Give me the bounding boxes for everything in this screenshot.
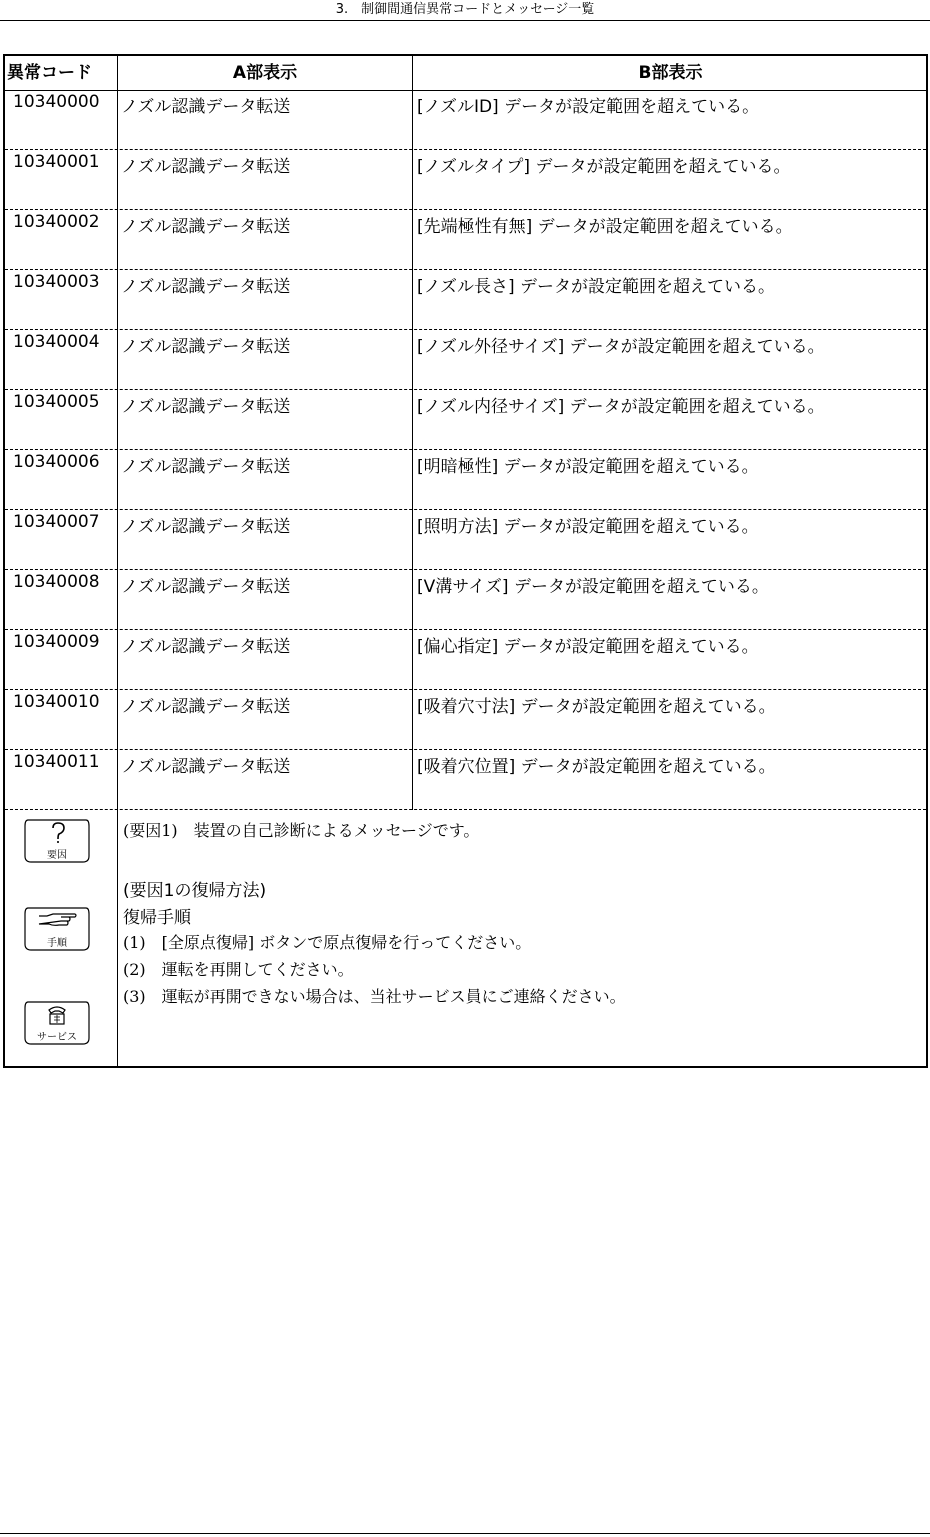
error-code: 10340007 [13,512,100,532]
service-icon [23,1000,91,1046]
error-code: 10340005 [13,392,100,412]
error-code: 10340006 [13,452,100,472]
procedure-icon-label: 手順 [47,938,67,949]
a-display: ノズル認識データ転送 [121,397,291,417]
b-display: [ノズルタイプ] データが設定範囲を超えている。 [417,157,791,177]
cause-section [5,810,926,1068]
table-row [5,270,926,330]
b-display: [ノズルID] データが設定範囲を超えている。 [417,97,760,117]
table-row [5,630,926,690]
footer-divider [0,1533,930,1534]
column-header-a: A部表示 [232,63,298,83]
table-row [5,390,926,450]
error-code: 10340000 [13,92,100,112]
b-display: [明暗極性] データが設定範囲を超えている。 [417,457,759,477]
service-icon-label: サービス [37,1032,77,1043]
column-header-code: 異常コード [7,63,92,83]
page-header [0,0,930,21]
a-display: ノズル認識データ転送 [121,157,291,177]
a-display: ノズル認識データ転送 [121,217,291,237]
cause-icon [23,818,91,864]
a-display: ノズル認識データ転送 [121,697,291,717]
b-display: [ノズル外径サイズ] データが設定範囲を超えている。 [417,337,825,357]
a-display: ノズル認識データ転送 [121,637,291,657]
b-display: [吸着穴位置] データが設定範囲を超えている。 [417,757,776,777]
b-display: [先端極性有無] データが設定範囲を超えている。 [417,217,793,237]
a-display: ノズル認識データ転送 [121,277,291,297]
error-code-table [3,54,928,1068]
table-row [5,150,926,210]
a-display: ノズル認識データ転送 [121,457,291,477]
b-display: [V溝サイズ] データが設定範囲を超えている。 [417,577,769,597]
a-display: ノズル認識データ転送 [121,97,291,117]
table-row [5,210,926,270]
cause-icon-label: 要因 [47,850,67,861]
procedure-step-1: (1) [全原点復帰] ボタンで原点復帰を行ってください。 [123,933,532,952]
a-display: ノズル認識データ転送 [121,757,291,777]
procedure-step-3: (3) 運転が再開できない場合は、当社サービス員にご連絡ください。 [123,987,626,1006]
table-row [5,510,926,570]
a-display: ノズル認識データ転送 [121,577,291,597]
error-code: 10340009 [13,632,100,652]
error-code: 10340004 [13,332,100,352]
recovery-title: (要因1の復帰方法) [123,881,267,901]
a-display: ノズル認識データ転送 [121,517,291,537]
b-display: [ノズル長さ] データが設定範囲を超えている。 [417,277,775,297]
error-code: 10340003 [13,272,100,292]
error-code: 10340001 [13,152,100,172]
table-row [5,450,926,510]
table-row [5,330,926,390]
procedure-title: 復帰手順 [123,908,191,928]
error-code: 10340011 [13,752,100,772]
procedure-icon [23,906,91,952]
table-row [5,690,926,750]
error-code: 10340010 [13,692,100,712]
b-display: [ノズル内径サイズ] データが設定範囲を超えている。 [417,397,825,417]
b-display: [照明方法] データが設定範囲を超えている。 [417,517,759,537]
table-row [5,570,926,630]
error-code: 10340002 [13,212,100,232]
column-header-b: B部表示 [638,63,703,83]
error-code: 10340008 [13,572,100,592]
procedure-step-2: (2) 運転を再開してください。 [123,960,354,979]
table-row [5,750,926,810]
a-display: ノズル認識データ転送 [121,337,291,357]
cause-description: (要因1) 装置の自己診断によるメッセージです。 [123,821,480,840]
b-display: [吸着穴寸法] データが設定範囲を超えている。 [417,697,776,717]
page-title: 3. 制御間通信異常コードとメッセージ一覧 [335,2,595,17]
b-display: [偏心指定] データが設定範囲を超えている。 [417,637,759,657]
table-row [5,90,926,150]
